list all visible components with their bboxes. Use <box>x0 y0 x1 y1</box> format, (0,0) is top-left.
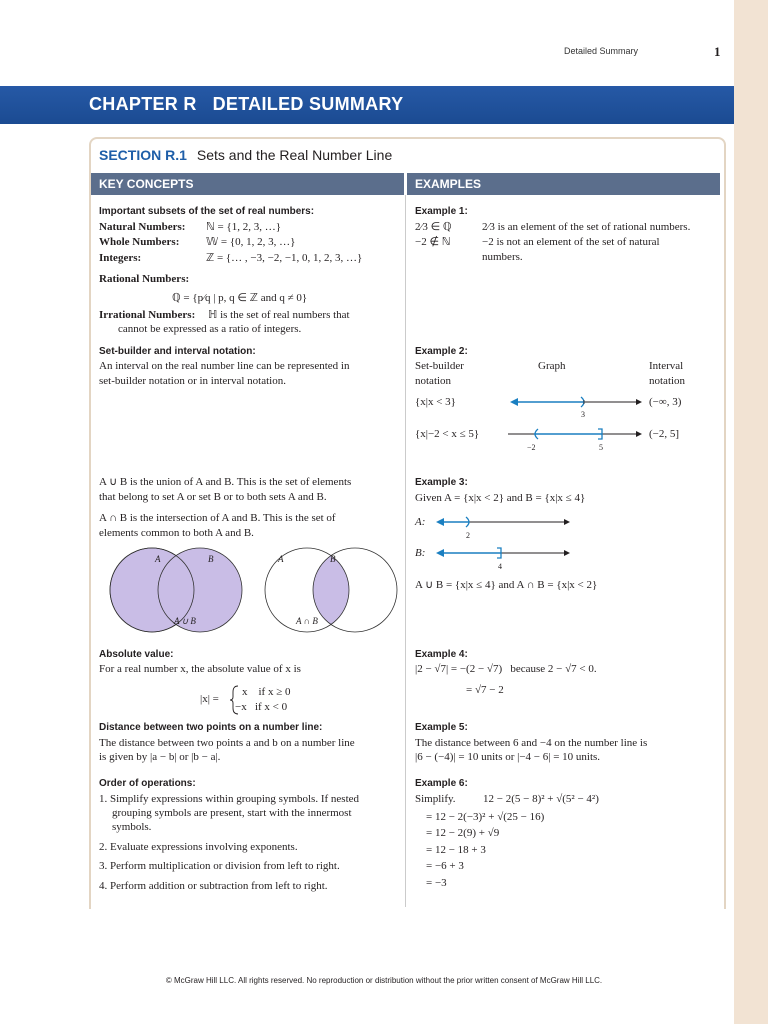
chapter-banner <box>0 86 734 124</box>
venn-union-caption: A ∪ B <box>174 616 196 626</box>
setbuilder-text-2: set-builder notation or in interval notation. <box>99 375 286 387</box>
ex1-row2-text-2: numbers. <box>482 251 523 263</box>
whole-value: 𝕎 = {0, 1, 2, 3, …} <box>206 236 296 248</box>
ex3-a-tick: 2 <box>466 531 470 540</box>
ex3-a-label: A: <box>415 516 426 528</box>
abs-case-2: −x if x < 0 <box>235 701 288 713</box>
order-step-1: 1. Simplify expressions within grouping symbols. If nested <box>99 793 360 805</box>
ex6-simplify-label: Simplify. <box>415 793 456 805</box>
example-4-heading: Example 4: <box>415 649 468 660</box>
abs-case-1: x if x ≥ 0 <box>242 686 291 698</box>
ex2-row1-tick: 3 <box>581 410 585 419</box>
order-step-3: 3. Perform multiplication or division from left to right. <box>99 860 340 872</box>
rational-value: ℚ = {p⁄q | p, q ∈ ℤ and q ≠ 0} <box>172 292 308 304</box>
examples-header: EXAMPLES <box>407 173 720 195</box>
copyright-footer: © McGraw Hill LLC. All rights reserved. No reproduction or distribution without the prior written consent of McGraw Hill LLC. <box>165 976 603 985</box>
ex4-line-2: = √7 − 2 <box>466 684 504 696</box>
example-3-heading: Example 3: <box>415 477 468 488</box>
ex2-col1-label-a: Set-builder <box>415 360 464 372</box>
ex6-expression: 12 − 2(5 − 8)² + √(5² − 4²) <box>483 793 599 805</box>
irrational-text-2: cannot be expressed as a ratio of integers. <box>118 323 302 335</box>
ex2-row1-interval: (−∞, 3) <box>649 396 682 408</box>
ex5-text-1: The distance between 6 and −4 on the number line is <box>415 737 648 749</box>
page-margin-band <box>734 0 768 1024</box>
union-text-2: that belong to set A or set B or to both sets A and B. <box>99 491 327 503</box>
rational-label: Rational Numbers: <box>99 273 190 285</box>
abs-lhs: |x| = <box>200 693 219 705</box>
ex6-step-1: = 12 − 2(−3)² + √(25 − 16) <box>426 811 545 823</box>
ex6-step-3: = 12 − 18 + 3 <box>426 844 486 856</box>
page-number: 1 <box>714 44 721 59</box>
distance-heading: Distance between two points on a number line: <box>99 722 323 733</box>
ex1-row1-text: 2⁄3 is an element of the set of rational numbers. <box>482 221 691 233</box>
ex2-row1-number-line <box>508 393 648 413</box>
order-step-2: 2. Evaluate expressions involving exponents. <box>99 841 298 853</box>
ex3-b-label: B: <box>415 547 426 559</box>
ex4-line-1: |2 − √7| = −(2 − √7) because 2 − √7 < 0. <box>415 663 597 675</box>
intersection-text-2: elements common to both A and B. <box>99 527 254 539</box>
venn-intersection-caption: A ∩ B <box>296 616 318 626</box>
irrational-label: Irrational Numbers: <box>99 309 196 321</box>
ex2-col3-label-b: notation <box>649 375 686 387</box>
ex5-text-2: |6 − (−4)| = 10 units or |−4 − 6| = 10 units. <box>415 751 601 763</box>
distance-text-2: is given by |a − b| or |b − a|. <box>99 751 221 763</box>
union-text-1: A ∪ B is the union of A and B. This is the set of elements <box>99 476 352 488</box>
example-6-heading: Example 6: <box>415 778 468 789</box>
setbuilder-heading: Set-builder and interval notation: <box>99 346 256 357</box>
key-concepts-header: KEY CONCEPTS <box>91 173 404 195</box>
section-number: SECTION R.1 <box>99 147 187 163</box>
ex2-row1-set: {x|x < 3} <box>415 396 456 408</box>
order-step-1c: symbols. <box>112 821 152 833</box>
running-head: Detailed Summary <box>564 46 639 56</box>
example-2-heading: Example 2: <box>415 346 468 357</box>
natural-label: Natural Numbers: <box>99 221 186 233</box>
order-heading: Order of operations: <box>99 778 196 789</box>
ex3-b-number-line <box>434 544 584 564</box>
ex2-row2-interval: (−2, 5] <box>649 428 680 440</box>
natural-value: ℕ = {1, 2, 3, …} <box>206 221 282 233</box>
whole-label: Whole Numbers: <box>99 236 180 248</box>
venn-union-label-a: A <box>155 554 161 564</box>
ex1-row2-symbol: −2 ∉ ℕ <box>415 236 451 248</box>
ex3-b-tick: 4 <box>498 562 502 571</box>
ex2-col3-label-a: Interval <box>649 360 684 372</box>
ex2-col1-label-b: notation <box>415 375 452 387</box>
ex1-row2-text-1: −2 is not an element of the set of natural <box>482 236 660 248</box>
integers-label: Integers: <box>99 252 142 264</box>
section-title: Sets and the Real Number Line <box>196 147 393 163</box>
venn-intersection-label-b: B <box>330 554 336 564</box>
ex2-row2-tick-b: 5 <box>599 443 603 452</box>
section-heading <box>99 147 392 163</box>
chapter-title: CHAPTER R DETAILED SUMMARY <box>89 94 404 114</box>
ex3-a-number-line <box>434 513 584 533</box>
venn-union-label-b: B <box>208 554 214 564</box>
setbuilder-text-1: An interval on the real number line can be represented in <box>99 360 350 372</box>
order-step-4: 4. Perform addition or subtraction from left to right. <box>99 880 328 892</box>
example-1-heading: Example 1: <box>415 206 468 217</box>
abs-text: For a real number x, the absolute value of x is <box>99 663 301 675</box>
distance-text-1: The distance between two points a and b on a number line <box>99 737 355 749</box>
venn-intersection-label-a: A <box>278 554 284 564</box>
ex2-col2-label: Graph <box>538 360 566 372</box>
ex2-row2-tick-a: −2 <box>527 443 536 452</box>
abs-heading: Absolute value: <box>99 649 174 660</box>
ex2-row2-set: {x|−2 < x ≤ 5} <box>415 428 480 440</box>
ex1-row1-symbol: 2⁄3 ∈ ℚ <box>415 221 452 233</box>
irrational-text: ℍ is the set of real numbers that <box>208 309 350 321</box>
ex3-result: A ∪ B = {x|x ≤ 4} and A ∩ B = {x|x < 2} <box>415 579 598 591</box>
integers-value: ℤ = {… , −3, −2, −1, 0, 1, 2, 3, …} <box>206 252 363 264</box>
ex6-step-2: = 12 − 2(9) + √9 <box>426 827 500 839</box>
subsets-heading: Important subsets of the set of real numbers: <box>99 206 315 217</box>
intersection-text-1: A ∩ B is the intersection of A and B. This is the set of <box>99 512 336 524</box>
example-5-heading: Example 5: <box>415 722 468 733</box>
ex3-given: Given A = {x|x < 2} and B = {x|x ≤ 4} <box>415 492 586 504</box>
ex6-step-5: = −3 <box>426 877 447 889</box>
order-step-1b: grouping symbols are present, start with the innermost <box>112 807 352 819</box>
ex6-step-4: = −6 + 3 <box>426 860 464 872</box>
